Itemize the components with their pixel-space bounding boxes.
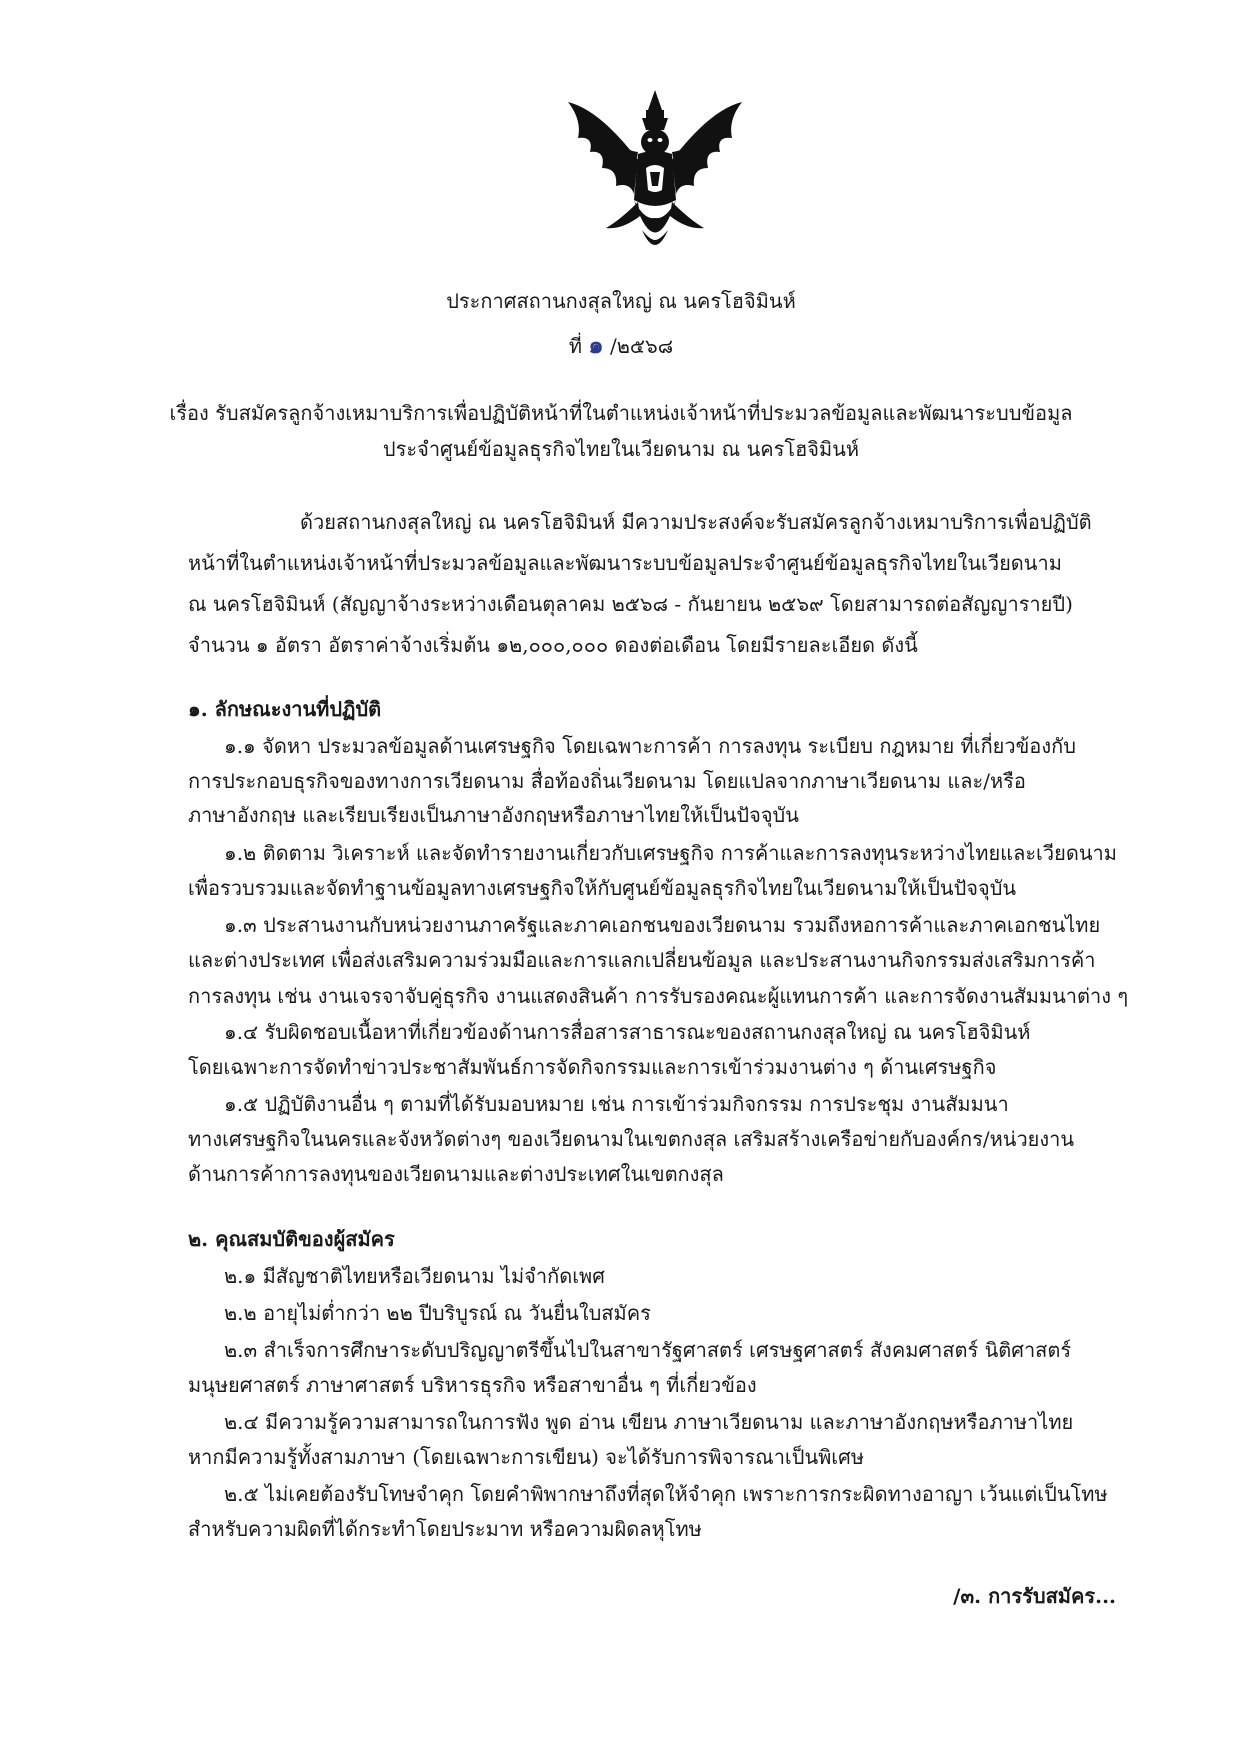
announcement-title: ประกาศสถานกงสุลใหญ่ ณ นครโฮจิมินห์ [446, 289, 796, 313]
item-1-3-line-2: และต่างประเทศ เพื่อส่งเสริมความร่วมมือและการแลกเปลี่ยนข้อมูล และประสานงานกิจกรรมส่งเสริมการค้า [188, 948, 1096, 972]
number-value: ๑ [588, 330, 604, 359]
item-1-2-line-1: ๑.๒ ติดตาม วิเคราะห์ และจัดทำรายงานเกี่ยวกับเศรษฐกิจ การค้าและการลงทุนระหว่างไทยและเวียดนาม [224, 841, 1117, 865]
item-1-5-line-2: ทางเศรษฐกิจในนครและจังหวัดต่างๆ ของเวียดนามในเขตกงสุล เสริมสร้างเครือข่ายกับองค์กร/หน่วยงาน [188, 1127, 1075, 1151]
item-2-3-line-2: มนุษยศาสตร์ ภาษาศาสตร์ บริหารธุรกิจ หรือสาขาอื่น ๆ ที่เกี่ยวข้อง [188, 1373, 757, 1397]
item-2-3-line-1: ๒.๓ สำเร็จการศึกษาระดับปริญญาตรีขึ้นไปในสาขารัฐศาสตร์ เศรษฐศาสตร์ สังคมศาสตร์ นิติศาสตร์ [224, 1338, 1072, 1362]
intro-line-2: หน้าที่ในตำแหน่งเจ้าหน้าที่ประมวลข้อมูลและพัฒนาระบบข้อมูลประจำศูนย์ข้อมูลธุรกิจไทยในเวียดนาม [188, 551, 1062, 575]
item-2-1: ๒.๑ มีสัญชาติไทยหรือเวียดนาม ไม่จำกัดเพศ [224, 1264, 605, 1288]
section-1-heading: ๑. ลักษณะงานที่ปฏิบัติ [188, 697, 382, 721]
item-1-5-line-3: ด้านการค้าการลงทุนของเวียดนามและต่างประเทศในเขตกงสุล [188, 1162, 724, 1186]
section-2-heading: ๒. คุณสมบัติของผู้สมัคร [188, 1227, 395, 1251]
item-2-4-line-2: หากมีความรู้ทั้งสามภาษา (โดยเฉพาะการเขียน) จะได้รับการพิจารณาเป็นพิเศษ [188, 1445, 865, 1469]
intro-line-4: จำนวน ๑ อัตรา อัตราค่าจ้างเริ่มต้น ๑๒,๐๐๐,๐๐๐ ดองต่อเดือน โดยมีรายละเอียด ดังนี้ [188, 633, 918, 657]
item-2-5-line-2: สำหรับความผิดที่ได้กระทำโดยประมาท หรือความผิดลหุโทษ [188, 1517, 702, 1541]
intro-line-3: ณ นครโฮจิมินห์ (สัญญาจ้างระหว่างเดือนตุลาคม ๒๕๖๘ - กันยายน ๒๕๖๙ โดยสามารถต่อสัญญารายปี) [188, 592, 1073, 616]
item-1-3-line-1: ๑.๓ ประสานงานกับหน่วยงานภาครัฐและภาคเอกชนของเวียดนาม รวมถึงหอการค้าและภาคเอกชนไทย [224, 913, 1101, 937]
item-2-2: ๒.๒ อายุไม่ต่ำกว่า ๒๒ ปีบริบูรณ์ ณ วันยื่นใบสมัคร [224, 1301, 651, 1325]
intro-line-1: ด้วยสถานกงสุลใหญ่ ณ นครโฮจิมินห์ มีความประสงค์จะรับสมัครลูกจ้างเหมาบริการเพื่อปฏิบัติ [300, 510, 1092, 534]
item-1-4-line-2: โดยเฉพาะการจัดทำข่าวประชาสัมพันธ์การจัดกิจกรรมและการเข้าร่วมงานต่าง ๆ ด้านเศรษฐกิจ [188, 1055, 997, 1079]
item-1-4-line-1: ๑.๔ รับผิดชอบเนื้อหาที่เกี่ยวข้องด้านการสื่อสารสาธารณะของสถานกงสุลใหญ่ ณ นครโฮจิมินห์ [224, 1020, 1031, 1044]
item-1-3-line-3: การลงทุน เช่น งานเจรจาจับคู่ธุรกิจ งานแสดงสินค้า การรับรองคณะผู้แทนการค้า และการจัดงานสัมมนาต่าง ๆ [188, 984, 1129, 1008]
item-1-1-line-2: การประกอบธุรกิจของทางการเวียดนาม สื่อท้องถิ่นเวียดนาม โดยแปลจากภาษาเวียดนาม และ/หรือ [188, 769, 1026, 793]
announcement-number [0, 331, 1242, 360]
item-2-5-line-1: ๒.๕ ไม่เคยต้องรับโทษจำคุก โดยคำพิพากษาถึงที่สุดให้จำคุก เพราะการกระผิดทางอาญา เว้นแต่เป็นโทษ [224, 1482, 1108, 1506]
item-1-1-line-3: ภาษาอังกฤษ และเรียบเรียงเป็นภาษาอังกฤษหรือภาษาไทยให้เป็นปัจจุบัน [188, 803, 799, 827]
item-2-4-line-1: ๒.๔ มีความรู้ความสามารถในการฟัง พูด อ่าน เขียน ภาษาเวียดนาม และภาษาอังกฤษหรือภาษาไทย [224, 1410, 1074, 1434]
item-1-2-line-2: เพื่อรวบรวมและจัดทำฐานข้อมูลทางเศรษฐกิจให้กับศูนย์ข้อมูลธุรกิจไทยในเวียดนามให้เป็นปัจจุบัน [188, 876, 1017, 900]
item-1-1-line-1: ๑.๑ จัดหา ประมวลข้อมูลด้านเศรษฐกิจ โดยเฉพาะการค้า การลงทุน ระเบียบ กฎหมาย ที่เกี่ยวข้องกับ [224, 734, 1076, 758]
subject-line-1: เรื่อง รับสมัครลูกจ้างเหมาบริการเพื่อปฏิบัติหน้าที่ในตำแหน่งเจ้าหน้าที่ประมวลข้อมูลและพัฒนาระบบข้อมูล [169, 401, 1073, 425]
item-1-5-line-1: ๑.๕ ปฏิบัติงานอื่น ๆ ตามที่ได้รับมอบหมาย เช่น การเข้าร่วมกิจกรรม การประชุม งานสัมมนา [224, 1092, 1009, 1116]
garuda-emblem-icon [560, 90, 750, 265]
subject-line-2: ประจำศูนย์ข้อมูลธุรกิจไทยในเวียดนาม ณ นครโฮจิมินห์ [382, 437, 860, 461]
number-suffix: /๒๕๖๘ [609, 334, 674, 358]
number-prefix: ที่ [568, 334, 583, 358]
continuation-marker: /๓. การรับสมัคร... [953, 1584, 1116, 1608]
